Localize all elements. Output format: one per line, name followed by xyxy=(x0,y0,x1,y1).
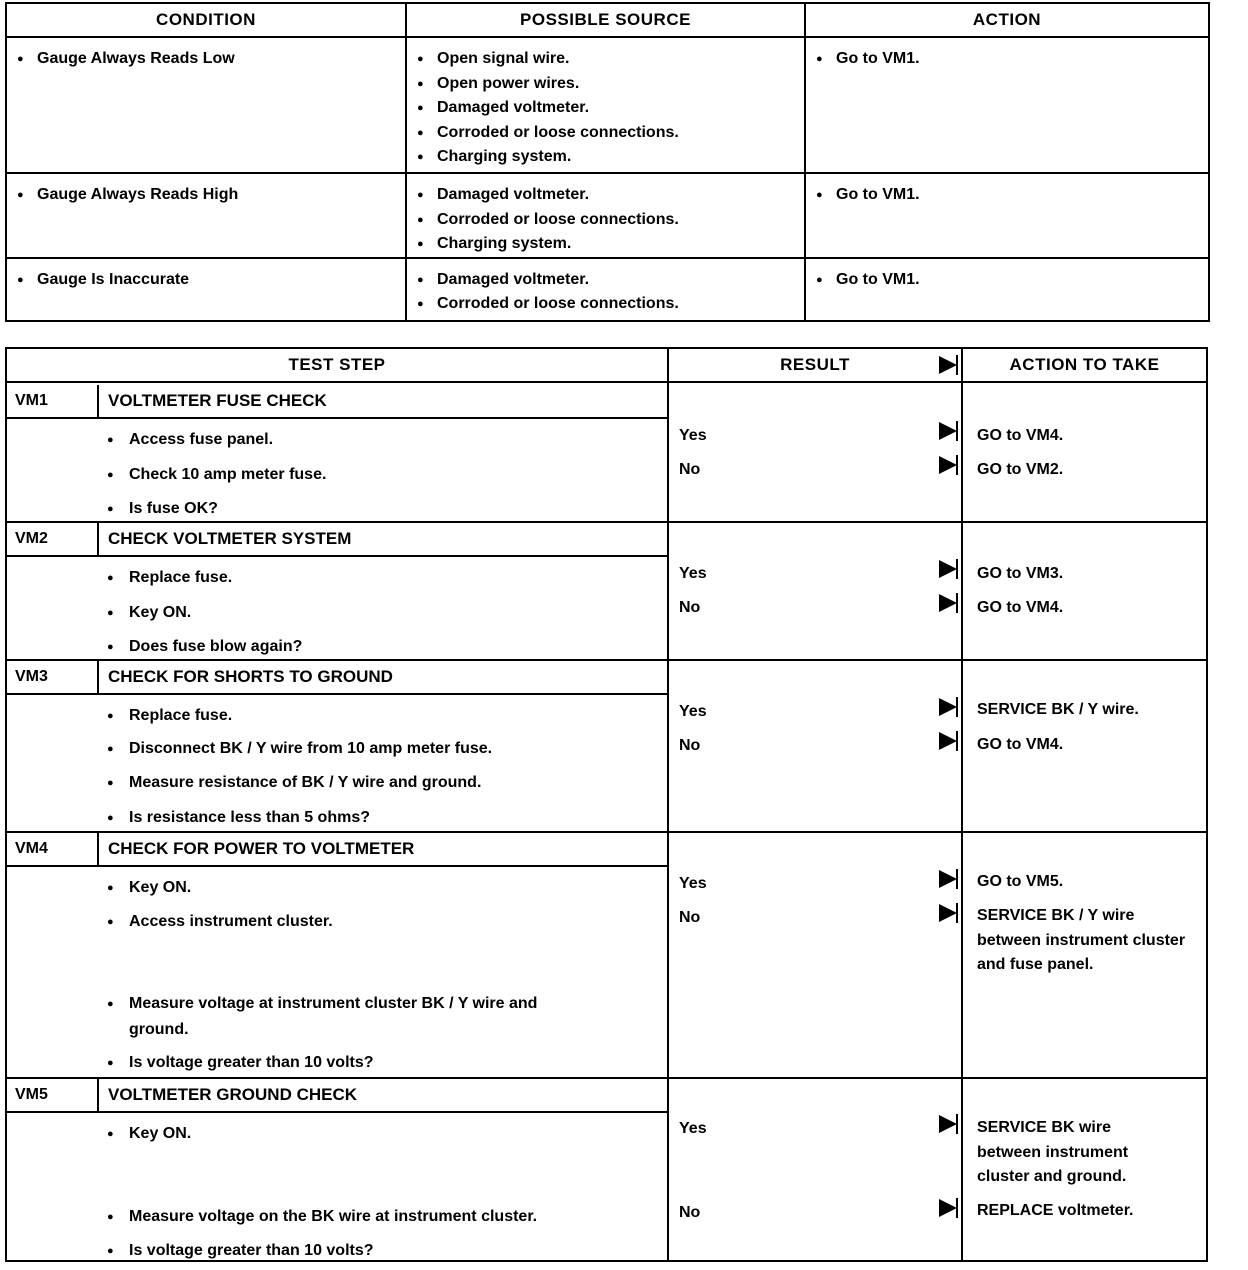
step-header xyxy=(7,523,669,557)
step-instruction: ● Key ON. xyxy=(107,601,191,625)
result-arrow-icon xyxy=(939,422,957,440)
source-item: ● Damaged voltmeter. xyxy=(417,268,794,293)
result-no: No xyxy=(679,599,701,616)
action-cell xyxy=(805,258,1209,321)
action-to-take: GO to VM2. xyxy=(977,461,1064,478)
step-instruction: ● Key ON. xyxy=(107,1122,191,1146)
result-yes: Yes xyxy=(679,565,707,582)
result-arrow-icon xyxy=(939,594,957,612)
step-instruction: ● Check 10 amp meter fuse. xyxy=(107,463,326,487)
result-yes: Yes xyxy=(679,427,707,444)
step-id: VM4 xyxy=(15,840,48,857)
symptom-row xyxy=(6,173,1209,258)
result-yes: Yes xyxy=(679,1120,707,1137)
step-instruction: ● Is voltage greater than 10 volts? xyxy=(107,1239,374,1263)
source-cell xyxy=(406,173,805,258)
test-step-vm2 xyxy=(7,523,1206,661)
result-no: No xyxy=(679,737,701,754)
source-item: ● Charging system. xyxy=(417,232,794,257)
action-to-take: GO to VM4. xyxy=(977,736,1064,753)
step-id: VM1 xyxy=(15,392,48,409)
bullet-mask xyxy=(107,1018,129,1042)
result-arrow-icon xyxy=(939,1115,957,1133)
step-instruction: ● Measure resistance of BK / Y wire and ground. xyxy=(107,771,481,795)
action-cell xyxy=(805,37,1209,173)
source-cell xyxy=(406,258,805,321)
step-instruction: ● Disconnect BK / Y wire from 10 amp meter fuse. xyxy=(107,737,492,761)
action-header: ACTION xyxy=(805,3,1209,37)
result-no: No xyxy=(679,909,701,926)
step-instruction: ● Replace fuse. xyxy=(107,566,232,590)
test-step-header: TEST STEP xyxy=(288,355,386,374)
step-title: CHECK FOR POWER TO VOLTMETER xyxy=(108,839,415,858)
step-title-divider xyxy=(97,1079,99,1111)
action-to-take: SERVICE BK / Y wire between instrument cluster and fuse panel. xyxy=(977,907,1186,973)
condition-cell xyxy=(6,258,406,321)
source-item: ● Damaged voltmeter. xyxy=(417,96,794,121)
action-to-take: GO to VM5. xyxy=(977,873,1064,890)
action-text: ● Go to VM1. xyxy=(816,268,1198,293)
step-instruction: ● Replace fuse. xyxy=(107,704,232,728)
step-header xyxy=(7,661,669,695)
step-id: VM3 xyxy=(15,668,48,685)
step-instruction: ● Is resistance less than 5 ohms? xyxy=(107,806,370,830)
action-to-take: GO to VM3. xyxy=(977,565,1064,582)
result-arrow-icon xyxy=(939,870,957,888)
action-text: ● Go to VM1. xyxy=(816,183,1198,208)
source-item: ● Charging system. xyxy=(417,145,794,170)
condition-text: ● Gauge Always Reads Low xyxy=(17,47,395,72)
step-instruction: ● Key ON. xyxy=(107,876,191,900)
symptom-row xyxy=(6,37,1209,173)
step-header xyxy=(7,833,669,867)
test-header-row xyxy=(7,349,1206,383)
source-item: ● Corroded or loose connections. xyxy=(417,292,794,317)
action-to-take: SERVICE BK / Y wire. xyxy=(977,701,1139,718)
step-title: CHECK VOLTMETER SYSTEM xyxy=(108,529,352,548)
action-to-take: GO to VM4. xyxy=(977,427,1064,444)
test-step-vm4 xyxy=(7,833,1206,1079)
result-yes: Yes xyxy=(679,875,707,892)
step-instruction: ● Is fuse OK? xyxy=(107,497,218,521)
source-item: ● Open power wires. xyxy=(417,72,794,97)
source-item: ● Damaged voltmeter. xyxy=(417,183,794,208)
action-text: ● Go to VM1. xyxy=(816,47,1198,72)
result-no: No xyxy=(679,1204,701,1221)
step-instruction-text: ground. xyxy=(129,1021,189,1038)
step-title-divider xyxy=(97,385,99,417)
condition-header: CONDITION xyxy=(6,3,406,37)
condition-text: ● Gauge Always Reads High xyxy=(17,183,395,208)
symptom-header-row xyxy=(6,3,1209,37)
source-item: ● Open signal wire. xyxy=(417,47,794,72)
step-title: VOLTMETER FUSE CHECK xyxy=(108,391,327,410)
result-arrow-icon xyxy=(939,560,957,578)
action-to-take: SERVICE BK wire between instrument cluster and ground. xyxy=(977,1119,1129,1185)
step-instruction: ● Measure voltage on the BK wire at instrument cluster. xyxy=(107,1205,537,1229)
step-title-divider xyxy=(97,661,99,693)
step-instruction-continued xyxy=(107,1018,189,1042)
source-item: ● Corroded or loose connections. xyxy=(417,208,794,233)
step-instruction: ● Access fuse panel. xyxy=(107,428,273,452)
header-arrow-icon xyxy=(939,356,957,374)
test-step-vm3 xyxy=(7,661,1206,833)
step-title-divider xyxy=(97,523,99,555)
action-to-take: GO to VM4. xyxy=(977,599,1064,616)
source-item: ● Corroded or loose connections. xyxy=(417,121,794,146)
condition-text: ● Gauge Is Inaccurate xyxy=(17,268,395,293)
step-title-divider xyxy=(97,833,99,865)
symptom-chart-table xyxy=(5,2,1210,322)
action-to-take: REPLACE voltmeter. xyxy=(977,1202,1134,1219)
step-title: CHECK FOR SHORTS TO GROUND xyxy=(108,667,393,686)
step-instruction: ● Does fuse blow again? xyxy=(107,635,302,659)
test-step-vm5 xyxy=(7,1079,1206,1260)
result-header: RESULT xyxy=(780,355,850,374)
result-no: No xyxy=(679,461,701,478)
step-instruction: ● Is voltage greater than 10 volts? xyxy=(107,1051,374,1075)
possible-source-header: POSSIBLE SOURCE xyxy=(406,3,805,37)
action-to-take-header: ACTION TO TAKE xyxy=(1009,355,1160,374)
step-instruction: ● Access instrument cluster. xyxy=(107,910,333,934)
result-arrow-icon xyxy=(939,732,957,750)
result-arrow-icon xyxy=(939,1199,957,1217)
step-title: VOLTMETER GROUND CHECK xyxy=(108,1085,358,1104)
test-step-vm1 xyxy=(7,385,1206,523)
action-cell xyxy=(805,173,1209,258)
condition-cell xyxy=(6,173,406,258)
step-header xyxy=(7,385,669,419)
step-id: VM5 xyxy=(15,1086,48,1103)
step-header xyxy=(7,1079,669,1113)
step-id: VM2 xyxy=(15,530,48,547)
result-arrow-icon xyxy=(939,904,957,922)
test-step-table xyxy=(5,347,1208,1262)
source-cell xyxy=(406,37,805,173)
result-yes: Yes xyxy=(679,703,707,720)
step-instruction: ● Measure voltage at instrument cluster BK / Y wire and xyxy=(107,992,537,1016)
symptom-row xyxy=(6,258,1209,321)
result-arrow-icon xyxy=(939,456,957,474)
result-arrow-icon xyxy=(939,698,957,716)
condition-cell xyxy=(6,37,406,173)
